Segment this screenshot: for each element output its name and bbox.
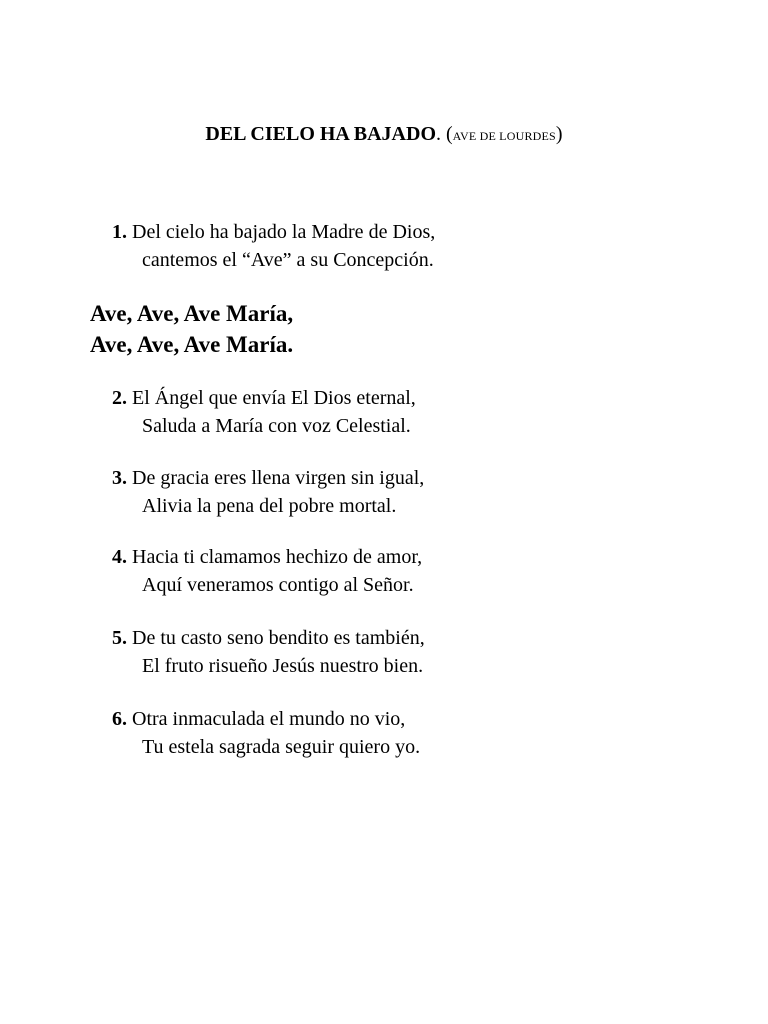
verse-number: 4 [112,546,122,568]
verse-line-1: 3. De gracia eres llena virgen sin igual, [112,467,425,489]
verse-text: Hacia ti clamamos hechizo de amor, [132,546,423,568]
verse-line-2: El fruto risueño Jesús nuestro bien. [142,655,424,677]
verse-line-1: 5. De tu casto seno bendito es también, [112,627,425,649]
verse-line-2: Saluda a María con voz Celestial. [142,415,411,437]
verse-line-2: Tu estela sagrada seguir quiero yo. [142,736,421,758]
chorus [90,298,293,360]
verse-text: Del cielo ha bajado la Madre de Dios, [132,221,436,243]
title-close: ) [555,123,563,145]
verse-2 [112,384,416,440]
verse-line-1: 1. Del cielo ha bajado la Madre de Dios, [112,221,436,243]
title-separator: . ( [436,123,453,145]
chorus-line-1: Ave, Ave, Ave María, [90,301,294,326]
verse-line-1: 2. El Ángel que envía El Dios eternal, [112,387,416,409]
verse-line-2: cantemos el “Ave” a su Concepción. [142,249,434,271]
verse-text: Otra inmaculada el mundo no vio, [132,708,406,730]
verse-3 [112,464,424,520]
verse-4 [112,543,422,599]
verse-text: De gracia eres llena virgen sin igual, [132,467,425,489]
song-title [0,121,768,149]
title-main: DEL CIELO HA BAJADO [205,123,436,145]
verse-number: 5 [112,627,122,649]
verse-line-1: 6. Otra inmaculada el mundo no vio, [112,708,406,730]
verse-number: 2 [112,387,122,409]
verse-text: El Ángel que envía El Dios eternal, [132,387,416,409]
verse-number: 3 [112,467,122,489]
verse-line-1: 4. Hacia ti clamamos hechizo de amor, [112,546,423,568]
verse-6 [112,705,420,761]
verse-5 [112,624,425,680]
verse-1 [112,218,435,274]
verse-text: De tu casto seno bendito es también, [132,627,425,649]
verse-number: 1 [112,221,122,243]
verse-number: 6 [112,708,122,730]
chorus-line-2: Ave, Ave, Ave María. [90,332,294,357]
verse-line-2: Alivia la pena del pobre mortal. [142,495,397,517]
verse-line-2: Aquí veneramos contigo al Señor. [142,574,414,596]
title-subtitle: AVE DE LOURDES [452,129,556,143]
